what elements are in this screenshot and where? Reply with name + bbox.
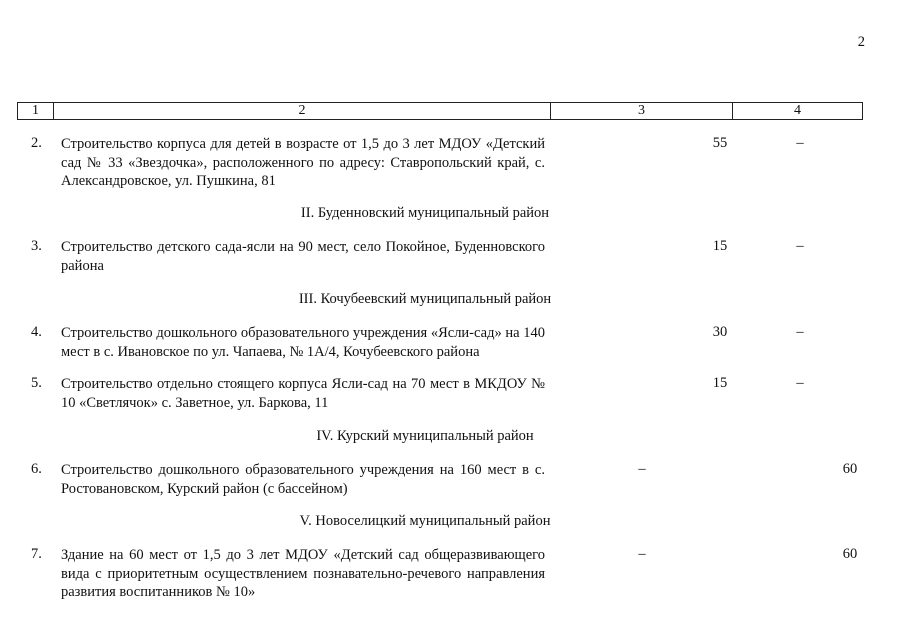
row-col4-value: –: [796, 375, 804, 391]
row-number: 6.: [31, 461, 42, 477]
header-col-3: 3: [551, 103, 733, 119]
row-number: 4.: [31, 324, 42, 340]
row-col3-value: –: [638, 546, 646, 562]
row-col3-value: 30: [712, 324, 728, 340]
row-number: 2.: [31, 135, 42, 151]
row-col3-value: –: [638, 461, 646, 477]
row-col3-value: 55: [712, 135, 728, 151]
row-description: Строительство дошкольного образовательного учреждения на 160 мест в с. Ростовановском, Курский район (с бассейном): [61, 462, 545, 497]
row-description: Строительство корпуса для детей в возрасте от 1,5 до 3 лет МДОУ «Детский сад № 33 «Звездочка», расположенного по адресу: Ставропольский край, с. Александровское, ул. Пушкина, 81: [61, 136, 545, 189]
row-number: 7.: [31, 546, 42, 562]
row-col4-value: 60: [842, 461, 858, 477]
row-col3-value: 15: [712, 375, 728, 391]
header-col-1: 1: [18, 103, 54, 119]
row-description: Здание на 60 мест от 1,5 до 3 лет МДОУ «Детский сад общеразвивающего вида с приоритетным осуществлением познавательно-речевого направления развития воспитанников № 10»: [61, 547, 545, 600]
page-number: 2: [857, 34, 865, 50]
section-heading: V. Новоселицкий муниципальный район: [299, 513, 551, 529]
row-description: Строительство дошкольного образовательного учреждения «Ясли-сад» на 140 мест в с. Ивановское по ул. Чапаева, № 1А/4, Кочубеевского района: [61, 325, 545, 360]
row-number: 5.: [31, 375, 42, 391]
row-col4-value: –: [796, 135, 804, 151]
row-col4-value: 60: [842, 546, 858, 562]
row-description: Строительство детского сада-ясли на 90 мест, село Покойное, Буденновского района: [61, 239, 545, 274]
section-heading: II. Буденновский муниципальный район: [300, 205, 550, 221]
table-header: [17, 102, 863, 120]
row-number: 3.: [31, 238, 42, 254]
section-heading: IV. Курский муниципальный район: [316, 428, 534, 444]
row-description: Строительство отдельно стоящего корпуса Ясли-сад на 70 мест в МКДОУ № 10 «Светлячок» с. Заветное, ул. Баркова, 11: [61, 376, 545, 411]
header-col-4: 4: [794, 103, 801, 118]
row-col4-value: –: [796, 238, 804, 254]
row-col3-value: 15: [712, 238, 728, 254]
section-heading: III. Кочубеевский муниципальный район: [298, 291, 552, 307]
row-col4-value: –: [796, 324, 804, 340]
header-col-2: 2: [54, 103, 551, 119]
